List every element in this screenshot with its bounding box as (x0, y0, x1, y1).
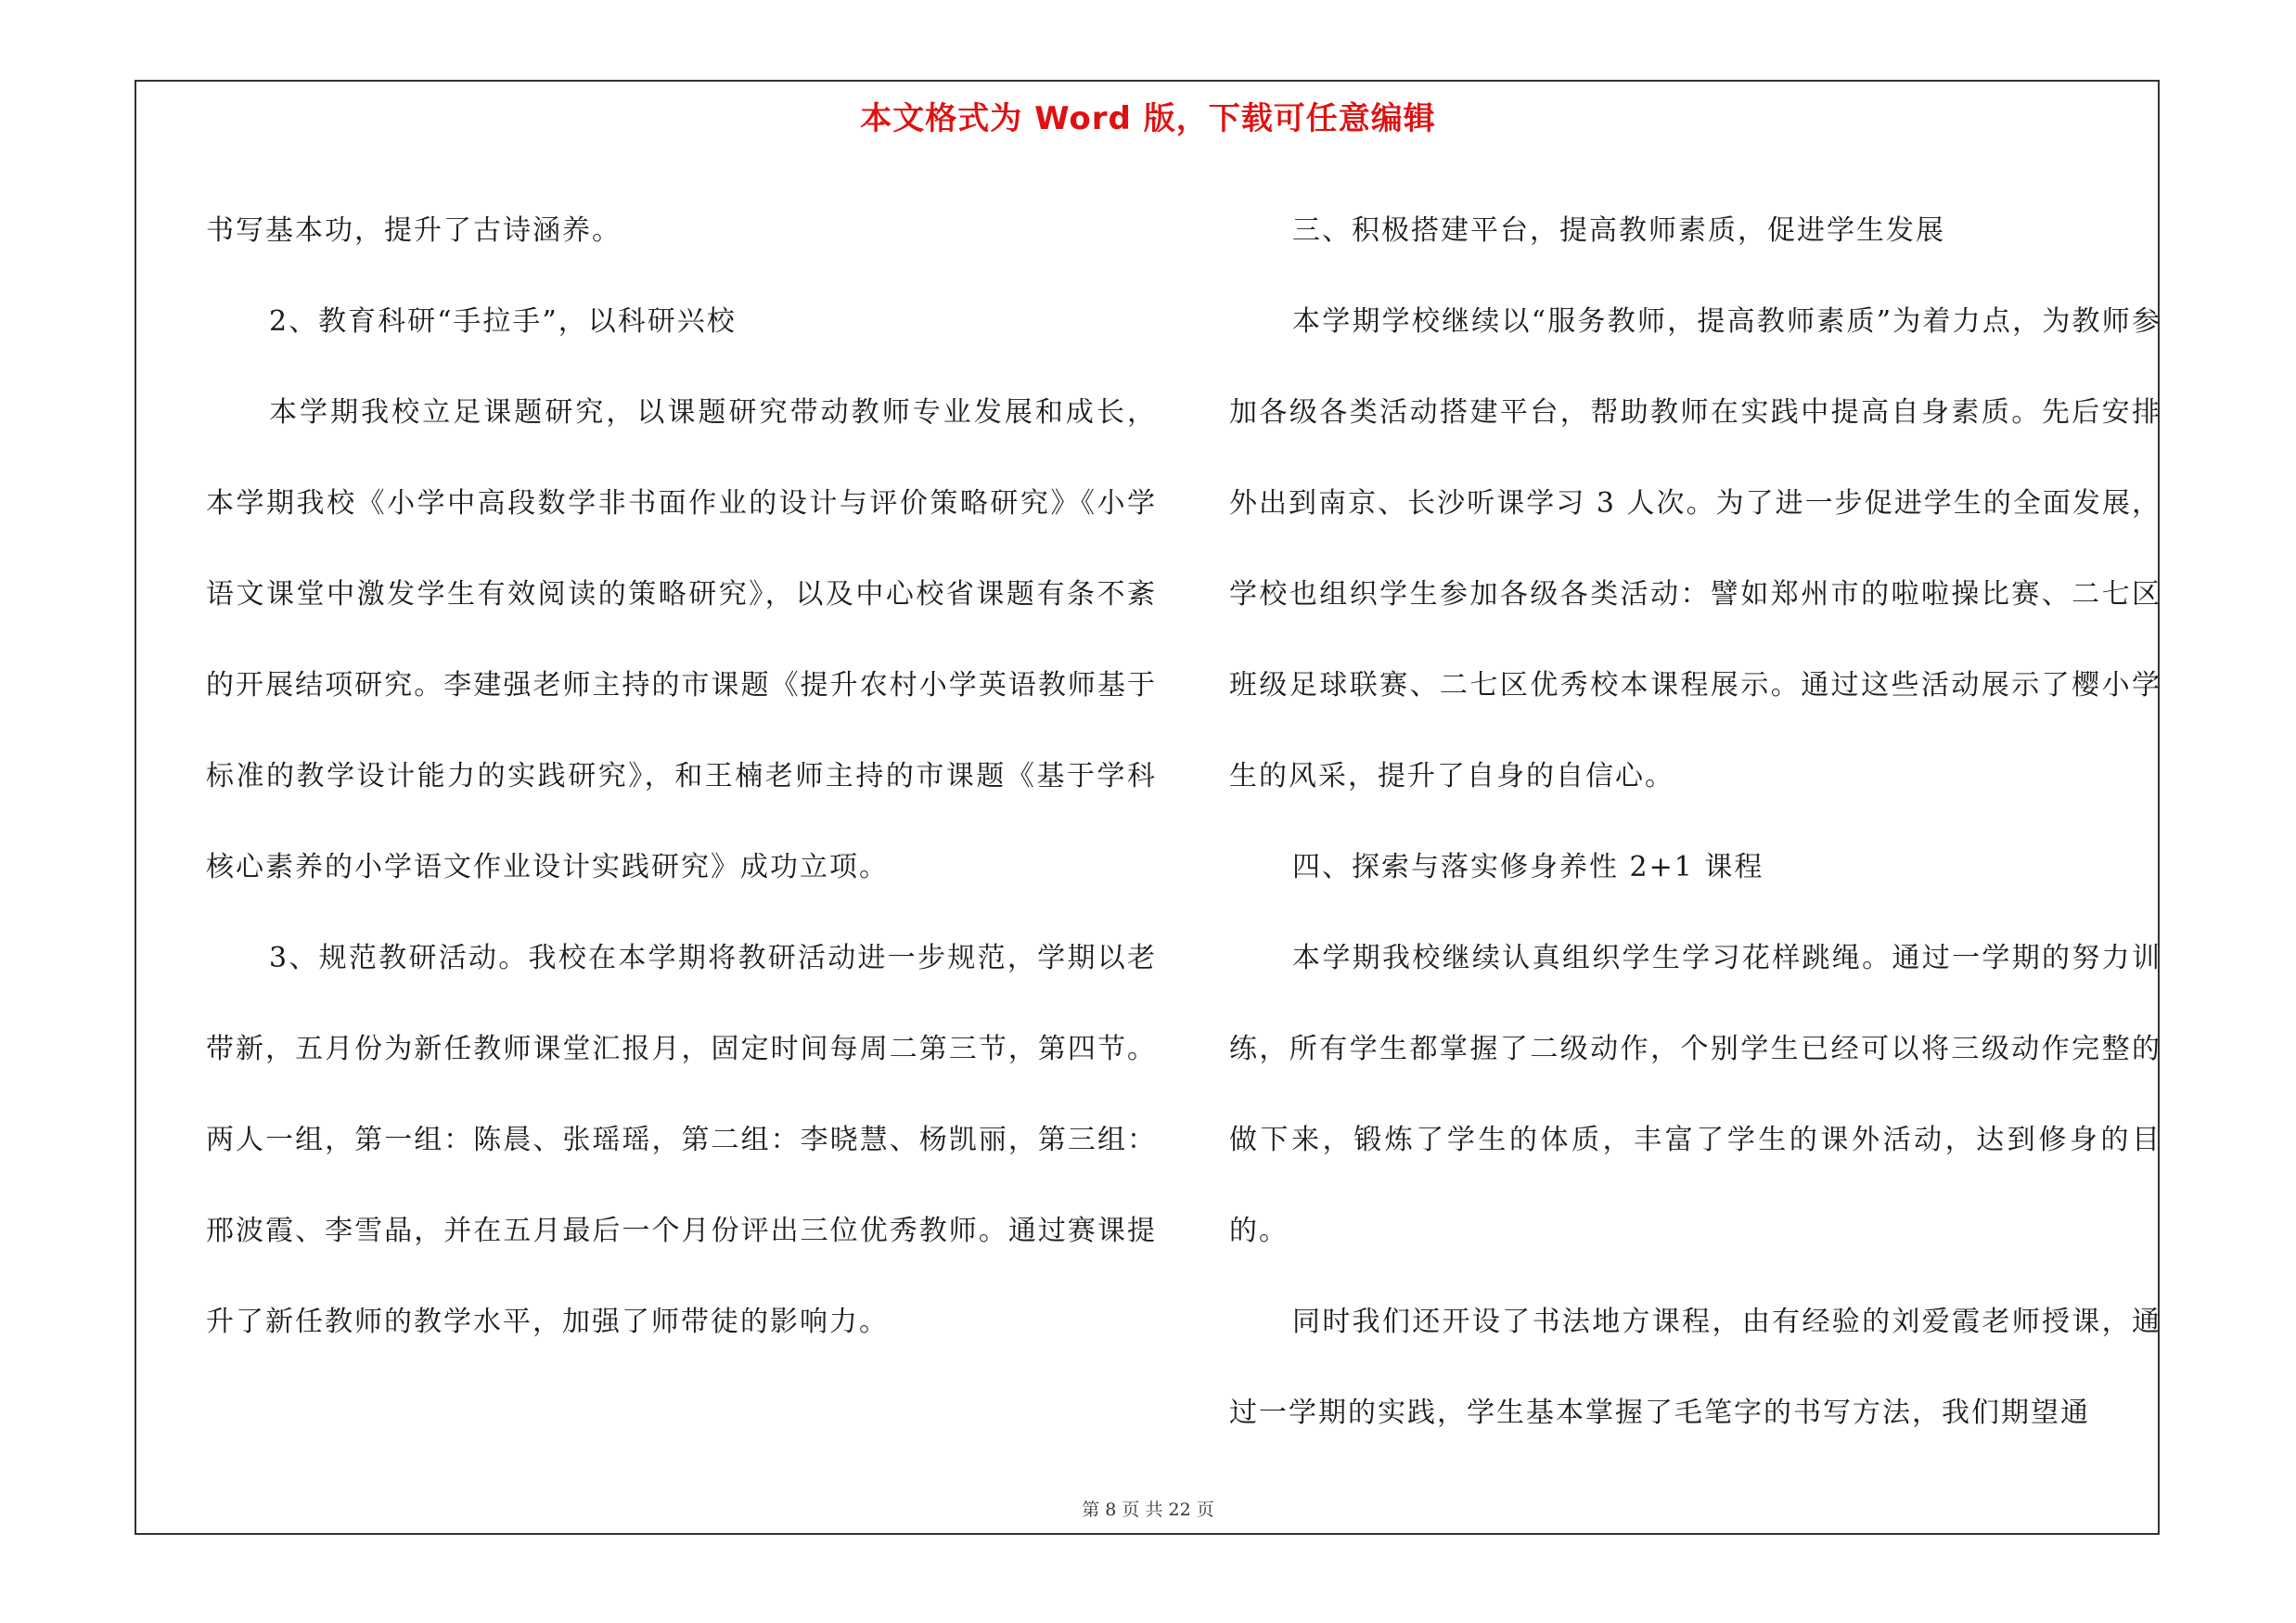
page-number: 第 8 页 共 22 页 (1082, 1500, 1214, 1520)
left-column (206, 186, 1157, 1368)
section-heading: 三、积极搭建平台，提高教师素质，促进学生发展 (1292, 214, 1945, 247)
paragraph: 本学期我校继续认真组织学生学习花样跳绳。通过一学期的努力训练，所有学生都掌握了二级动作，个别学生已经可以将三级动作完整的做下来，锻炼了学生的体质，丰富了学生的课外活动，达到修身的目的。 (1229, 942, 2161, 1247)
format-banner: 本文格式为 Word 版，下载可任意编辑 (860, 100, 1436, 137)
paragraph: 3、规范教研活动。我校在本学期将教研活动进一步规范，学期以老带新，五月份为新任教师课堂汇报月，固定时间每周二第三节，第四节。两人一组，第一组：陈晨、张瑶瑶，第二组：李晓慧、杨凯丽，第三组：邢波霞、李雪晶，并在五月最后一个月份评出三位优秀教师。通过赛课提升了新任教师的教学水平，加强了师带徒的影响力。 (206, 942, 1157, 1338)
paragraph: 本学期我校立足课题研究，以课题研究带动教师专业发展和成长，本学期我校《小学中高段数学非书面作业的设计与评价策略研究》《小学语文课堂中激发学生有效阅读的策略研究》，以及中心校省课题有条不紊的开展结项研究。李建强老师主持的市课题《提升农村小学英语教师基于标准的教学设计能力的实践研究》，和王楠老师主持的市课题《基于学科核心素养的小学语文作业设计实践研究》成功立项。 (206, 396, 1157, 883)
section-heading: 四、探索与落实修身养性 2+1 课程 (1292, 851, 1764, 883)
section-heading: 2、教育科研“手拉手”，以科研兴校 (269, 305, 737, 338)
paragraph: 同时我们还开设了书法地方课程，由有经验的刘爱霞老师授课，通过一学期的实践，学生基本掌握了毛笔字的书写方法，我们期望通 (1229, 1306, 2161, 1429)
paragraph: 书写基本功，提升了古诗涵养。 (206, 214, 622, 247)
paragraph: 本学期学校继续以“服务教师，提高教师素质”为着力点，为教师参加各级各类活动搭建平台，帮助教师在实践中提高自身素质。先后安排外出到南京、长沙听课学习 3 人次。为了进一步促进学生的全面发展，学校也组织学生参加各级各类活动：譬如郑州市的啦啦操比赛、二七区班级足球联赛、二七区优秀校本课程展示。通过这些活动展示了樱小学生的风采，提升了自身的自信心。 (1229, 305, 2161, 792)
right-column (1229, 186, 2161, 1459)
